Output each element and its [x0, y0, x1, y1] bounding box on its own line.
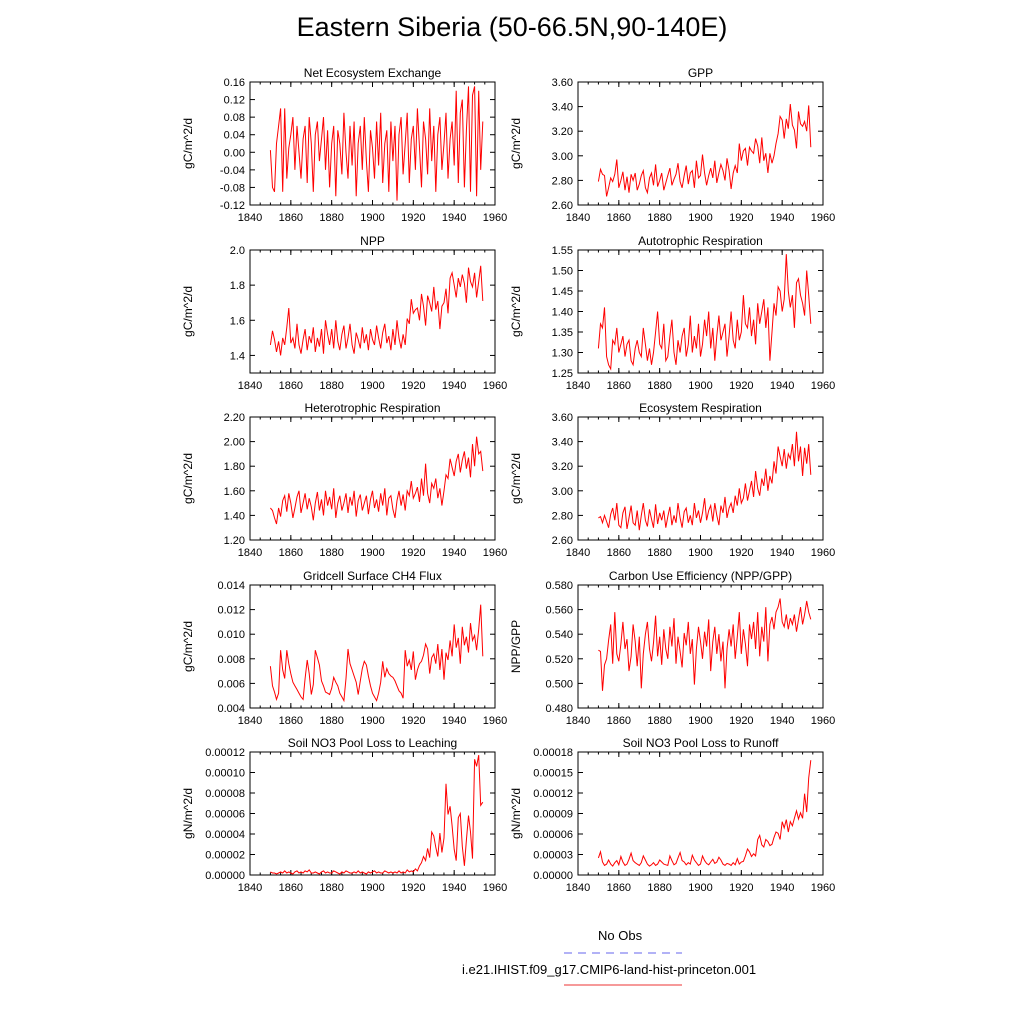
x-tick-label: 1900: [360, 547, 385, 559]
chart-panel-8: [509, 569, 835, 727]
x-tick-label: 1840: [565, 212, 591, 224]
x-tick-label: 1860: [606, 380, 632, 392]
x-tick-label: 1880: [647, 547, 672, 559]
x-tick-label: 1960: [810, 715, 836, 727]
chart-title: Ecosystem Respiration: [639, 401, 762, 415]
x-tick-label: 1840: [237, 212, 263, 224]
y-axis-label: gC/m^2/d: [509, 286, 523, 337]
x-tick-label: 1920: [401, 715, 426, 727]
y-tick-label: 1.40: [223, 510, 245, 523]
x-tick-label: 1960: [810, 380, 836, 392]
y-tick-label: 0.00000: [205, 870, 245, 882]
y-tick-label: 3.20: [551, 461, 573, 474]
y-tick-label: 1.80: [223, 461, 245, 474]
y-tick-label: -0.08: [219, 182, 245, 195]
x-tick-label: 1840: [237, 715, 263, 727]
x-tick-label: 1900: [688, 715, 713, 727]
x-tick-label: 1860: [606, 715, 632, 727]
x-tick-label: 1960: [482, 380, 508, 392]
x-tick-label: 1840: [565, 882, 591, 894]
legend-label-no-obs: No Obs: [598, 928, 643, 943]
x-tick-label: 1920: [401, 547, 426, 559]
x-tick-label: 1860: [278, 212, 304, 224]
y-axis-label: gC/m^2/d: [181, 621, 195, 672]
y-axis-label: gN/m^2/d: [181, 788, 195, 839]
x-tick-label: 1840: [565, 547, 591, 559]
plot-frame: [578, 585, 823, 708]
x-tick-label: 1940: [769, 212, 795, 224]
chart-title: Gridcell Surface CH4 Flux: [303, 569, 442, 583]
y-tick-label: 2.60: [551, 200, 573, 212]
series-line: [598, 104, 810, 196]
x-tick-label: 1900: [688, 212, 713, 224]
y-tick-label: 0.00003: [533, 849, 573, 862]
y-tick-label: 1.8: [229, 280, 245, 293]
x-tick-label: 1960: [810, 212, 836, 224]
plot-frame: [578, 82, 823, 205]
x-tick-label: 1920: [729, 380, 754, 392]
x-tick-label: 1960: [482, 715, 508, 727]
chart-panel-1: [181, 66, 507, 224]
chart-panel-9: [181, 736, 507, 894]
x-tick-label: 1880: [319, 380, 344, 392]
series-line: [598, 760, 810, 866]
y-tick-label: 1.20: [223, 535, 245, 547]
y-tick-label: 1.4: [229, 350, 245, 363]
y-tick-label: 0.00006: [533, 829, 573, 841]
x-tick-label: 1960: [482, 212, 508, 224]
y-tick-label: 0.00006: [205, 808, 245, 821]
chart-title: Soil NO3 Pool Loss to Leaching: [287, 736, 458, 750]
x-tick-label: 1860: [278, 715, 304, 727]
x-tick-label: 1900: [360, 715, 385, 727]
x-tick-label: 1840: [565, 380, 591, 392]
y-tick-label: 2.80: [551, 510, 573, 523]
x-tick-label: 1940: [769, 715, 795, 727]
y-tick-label: -0.12: [219, 200, 245, 212]
x-tick-label: 1900: [360, 882, 385, 894]
chart-title: Autotrophic Respiration: [638, 234, 763, 248]
series-line: [598, 599, 810, 691]
y-axis-label: gC/m^2/d: [509, 118, 523, 169]
y-tick-label: 2.0: [229, 245, 245, 257]
x-tick-label: 1940: [441, 547, 467, 559]
y-tick-label: 1.45: [551, 286, 573, 298]
chart-panel-6: [509, 401, 835, 559]
chart-title: Net Ecosystem Exchange: [303, 66, 442, 80]
x-tick-label: 1960: [482, 882, 508, 894]
x-tick-label: 1900: [360, 380, 385, 392]
x-tick-label: 1940: [769, 547, 795, 559]
x-tick-label: 1900: [688, 547, 713, 559]
chart-title: GPP: [687, 66, 714, 80]
x-tick-label: 1860: [278, 547, 304, 559]
legend-line-case: [440, 980, 804, 990]
x-tick-label: 1940: [769, 380, 795, 392]
legend-line-no-obs: [440, 948, 804, 958]
y-tick-label: 2.00: [223, 436, 245, 449]
y-tick-label: 0.00012: [533, 788, 573, 800]
y-tick-label: -0.04: [219, 164, 245, 177]
series-line: [270, 266, 482, 356]
series-line: [598, 254, 810, 369]
x-tick-label: 1920: [401, 882, 426, 894]
series-line: [270, 755, 482, 874]
y-tick-label: 0.16: [223, 77, 245, 89]
x-tick-label: 1860: [606, 212, 632, 224]
y-tick-label: 0.04: [223, 129, 245, 142]
x-tick-label: 1940: [441, 380, 467, 392]
x-tick-label: 1920: [729, 882, 754, 894]
x-tick-label: 1920: [401, 380, 426, 392]
x-tick-label: 1840: [237, 882, 263, 894]
y-tick-label: 0.00004: [205, 829, 245, 841]
y-tick-label: 1.55: [551, 245, 573, 257]
plot-frame: [250, 250, 495, 373]
x-tick-label: 1920: [401, 212, 426, 224]
x-tick-label: 1940: [441, 882, 467, 894]
y-tick-label: 3.40: [551, 436, 573, 449]
x-tick-label: 1860: [606, 882, 632, 894]
plot-frame: [578, 752, 823, 875]
x-tick-label: 1920: [729, 212, 754, 224]
y-axis-label: gN/m^2/d: [509, 788, 523, 839]
x-tick-label: 1880: [647, 882, 672, 894]
x-tick-label: 1940: [441, 212, 467, 224]
y-tick-label: 0.010: [217, 629, 245, 642]
chart-panel-3: [181, 234, 507, 392]
x-tick-label: 1900: [688, 380, 713, 392]
y-tick-label: 0.008: [217, 653, 245, 666]
chart-panel-5: [181, 401, 507, 559]
x-tick-label: 1860: [278, 882, 304, 894]
y-tick-label: 1.50: [551, 265, 573, 278]
chart-panel-4: [509, 234, 835, 392]
x-tick-label: 1940: [441, 715, 467, 727]
series-line: [270, 605, 482, 701]
x-tick-label: 1880: [319, 547, 344, 559]
x-tick-label: 1880: [319, 212, 344, 224]
chart-title: Heterotrophic Respiration: [304, 401, 441, 415]
y-tick-label: 1.40: [551, 306, 573, 319]
y-tick-label: 3.60: [551, 77, 573, 89]
y-tick-label: 0.00018: [533, 747, 573, 759]
x-tick-label: 1920: [729, 715, 754, 727]
x-tick-label: 1880: [647, 715, 672, 727]
y-tick-label: 2.60: [551, 535, 573, 547]
chart-panel-2: [509, 66, 835, 224]
x-tick-label: 1840: [237, 380, 263, 392]
y-tick-label: 0.580: [545, 580, 573, 592]
chart-title: NPP: [360, 234, 385, 248]
plot-frame: [250, 417, 495, 540]
plot-frame: [250, 752, 495, 875]
x-tick-label: 1880: [319, 715, 344, 727]
series-line: [270, 86, 482, 200]
y-tick-label: 0.00009: [533, 808, 573, 821]
x-tick-label: 1840: [237, 547, 263, 559]
x-tick-label: 1880: [647, 212, 672, 224]
y-tick-label: 2.80: [551, 175, 573, 188]
y-tick-label: 0.014: [217, 580, 245, 592]
y-tick-label: 3.00: [551, 150, 573, 163]
series-line: [270, 437, 482, 524]
y-tick-label: 0.00000: [533, 870, 573, 882]
y-tick-label: 1.6: [229, 315, 245, 328]
y-tick-label: 0.480: [545, 703, 573, 715]
y-tick-label: 0.00010: [205, 767, 245, 780]
x-tick-label: 1940: [769, 882, 795, 894]
y-tick-label: 0.012: [217, 604, 245, 617]
y-tick-label: 1.25: [551, 368, 573, 380]
y-tick-label: 0.540: [545, 629, 573, 642]
x-tick-label: 1960: [810, 547, 836, 559]
x-tick-label: 1960: [482, 547, 508, 559]
x-tick-label: 1860: [606, 547, 632, 559]
y-tick-label: 3.20: [551, 126, 573, 139]
x-tick-label: 1860: [278, 380, 304, 392]
plot-frame: [250, 585, 495, 708]
chart-title: Soil NO3 Pool Loss to Runoff: [622, 736, 779, 750]
y-tick-label: 0.520: [545, 653, 573, 666]
y-tick-label: 1.30: [551, 347, 573, 360]
y-tick-label: 2.20: [223, 412, 245, 424]
y-tick-label: 3.00: [551, 485, 573, 498]
y-axis-label: gC/m^2/d: [181, 286, 195, 337]
y-tick-label: 0.500: [545, 678, 573, 691]
y-tick-label: 0.00015: [533, 767, 573, 780]
x-tick-label: 1880: [647, 380, 672, 392]
page-title: Eastern Siberia (50-66.5N,90-140E): [296, 12, 728, 42]
series-line: [598, 432, 810, 530]
chart-title: Carbon Use Efficiency (NPP/GPP): [608, 569, 793, 583]
y-axis-label: gC/m^2/d: [181, 453, 195, 504]
y-tick-label: 3.60: [551, 412, 573, 424]
x-tick-label: 1920: [729, 547, 754, 559]
y-tick-label: 0.00012: [205, 747, 245, 759]
y-tick-label: 0.08: [223, 112, 245, 125]
chart-panel-10: [509, 736, 835, 894]
x-tick-label: 1840: [565, 715, 591, 727]
y-axis-label: gC/m^2/d: [181, 118, 195, 169]
y-tick-label: 0.12: [223, 94, 245, 107]
y-axis-label: NPP/GPP: [509, 619, 523, 674]
legend-label-case: i.e21.IHIST.f09_g17.CMIP6-land-hist-princeton.001: [462, 962, 757, 977]
chart-panel-7: [181, 569, 507, 727]
y-tick-label: 0.00002: [205, 849, 245, 862]
x-tick-label: 1960: [810, 882, 836, 894]
x-tick-label: 1880: [319, 882, 344, 894]
y-axis-label: gC/m^2/d: [509, 453, 523, 504]
y-tick-label: 0.560: [545, 604, 573, 617]
x-tick-label: 1900: [360, 212, 385, 224]
y-tick-label: 3.40: [551, 101, 573, 114]
y-tick-label: 0.004: [217, 703, 245, 715]
y-tick-label: 0.006: [217, 678, 245, 691]
y-tick-label: 1.35: [551, 327, 573, 339]
y-tick-label: 0.00008: [205, 788, 245, 800]
y-tick-label: 1.60: [223, 485, 245, 498]
y-tick-label: 0.00: [223, 147, 245, 160]
x-tick-label: 1900: [688, 882, 713, 894]
